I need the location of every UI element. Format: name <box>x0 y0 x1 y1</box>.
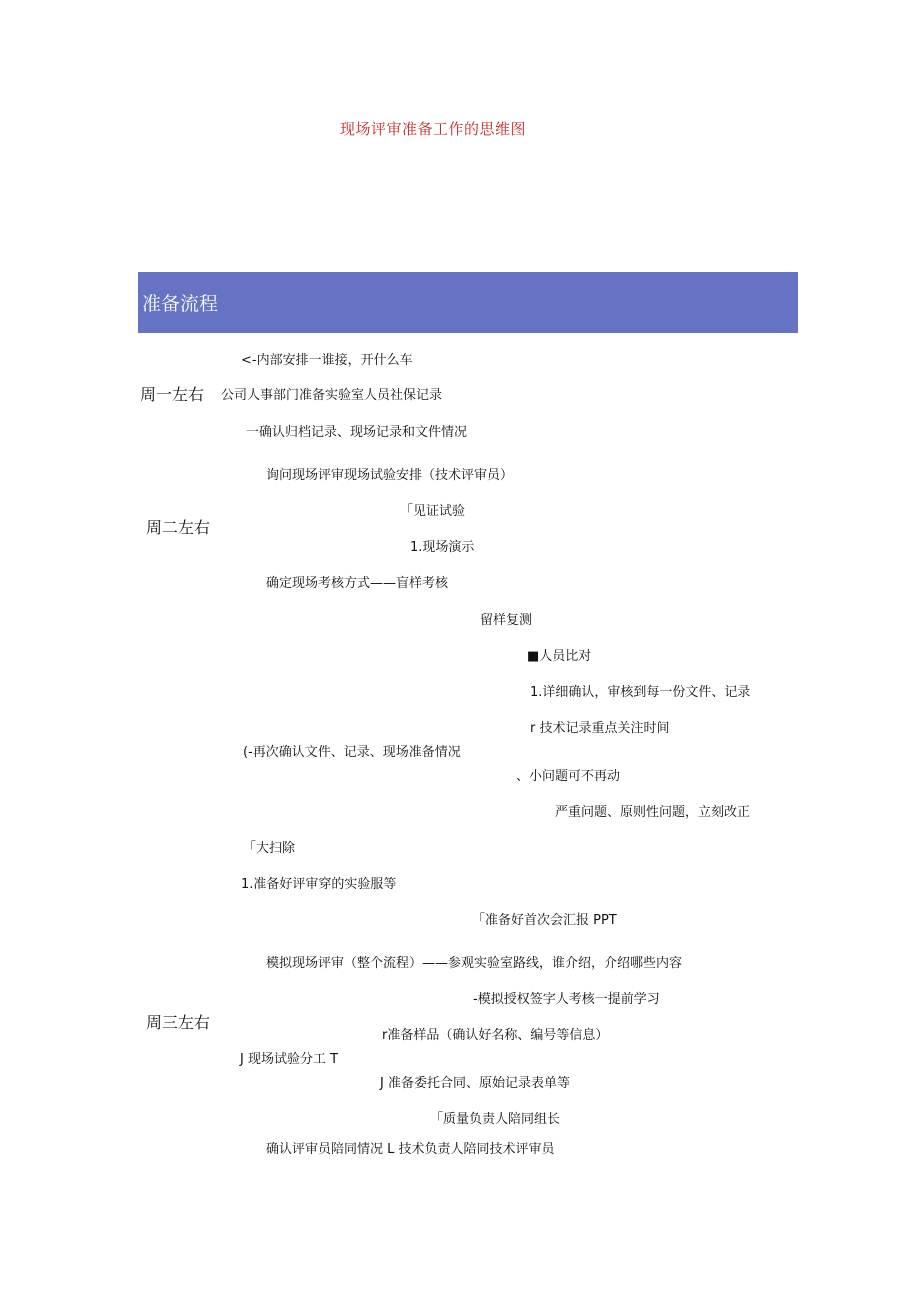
mindmap-node: 1.准备好评审穿的实验服等 <box>241 877 397 892</box>
mindmap-node: (-再次确认文件、记录、现场准备情况 <box>243 745 461 760</box>
mindmap-node: ■人员比对 <box>527 649 592 664</box>
mindmap-node: 「准备好首次会汇报 PPT <box>472 913 617 928</box>
mindmap-node: 确认评审员陪同情况 L 技术负责人陪同技术评审员 <box>266 1142 555 1157</box>
day-label-wednesday: 周三左右 <box>146 1013 211 1032</box>
mindmap-node: 留样复测 <box>480 613 533 628</box>
mindmap-node: 1.现场演示 <box>410 540 475 555</box>
mindmap-node: 确定现场考核方式——盲样考核 <box>266 576 449 591</box>
mindmap-node: r准备样品（确认好名称、编号等信息） <box>382 1028 609 1043</box>
mindmap-node: 1.详细确认，审核到每一份文件、记录 <box>530 685 751 700</box>
mindmap-node: J 准备委托合同、原始记录表单等 <box>380 1076 570 1091</box>
mindmap-node: 询问现场评审现场试验安排（技术评审员） <box>266 468 514 483</box>
mindmap-node: 「见证试验 <box>400 504 466 519</box>
mindmap-node: r 技术记录重点关注时间 <box>530 721 670 736</box>
day-label-tuesday: 周二左右 <box>146 518 211 537</box>
day-label-monday: 周一左右 <box>140 385 205 404</box>
mindmap-node: 一确认归档记录、现场记录和文件情况 <box>246 425 468 440</box>
document-title: 现场评审准备工作的思维图 <box>339 120 526 138</box>
mindmap-node: 「大扫除 <box>243 841 296 856</box>
mindmap-node: -模拟授权签字人考核一提前学习 <box>473 992 660 1007</box>
mindmap-node: 、小问题可不再动 <box>516 769 621 784</box>
mindmap-node: 模拟现场评审（整个流程）——参观实验室路线，谁介绍，介绍哪些内容 <box>266 956 683 971</box>
mindmap-node: <-内部安排一谁接，开什么车 <box>241 353 413 368</box>
section-heading: 准备流程 <box>142 293 219 315</box>
mindmap-node: J 现场试验分工 T <box>240 1052 339 1067</box>
mindmap-node: 严重问题、原则性问题，立刻改正 <box>555 805 751 820</box>
mindmap-node: 公司人事部门准备实验室人员社保记录 <box>221 388 443 403</box>
section-banner <box>138 272 798 333</box>
mindmap-node: 「质量负责人陪同组长 <box>430 1112 561 1127</box>
